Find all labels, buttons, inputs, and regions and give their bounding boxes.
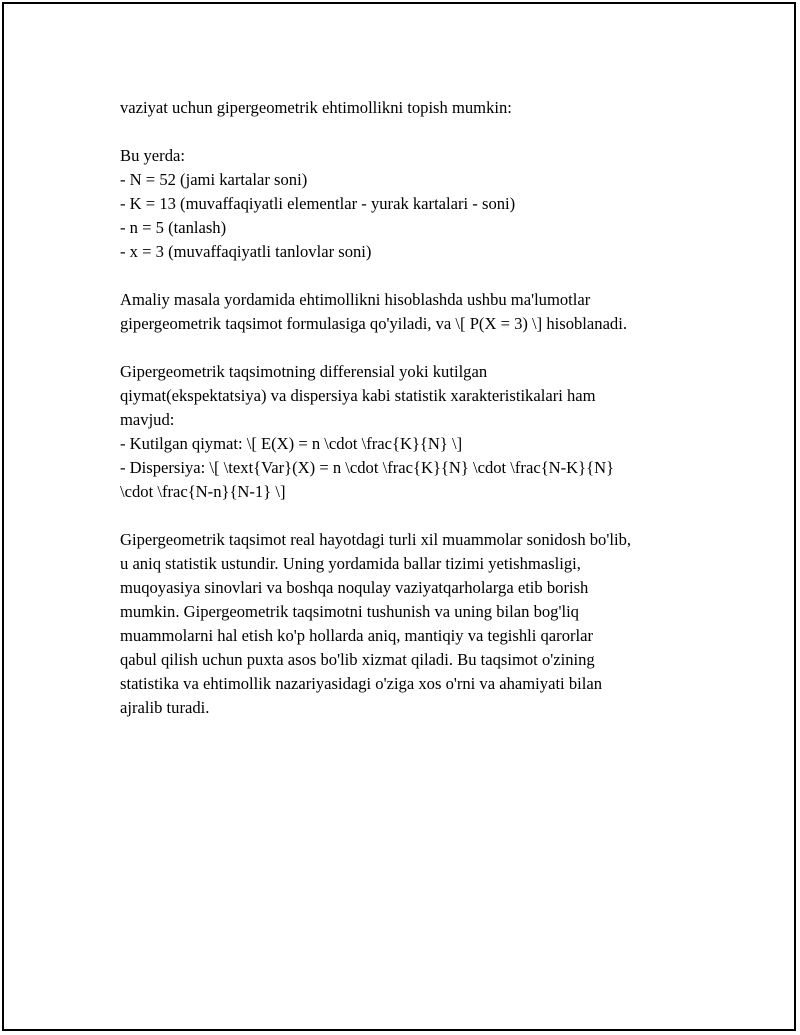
paragraph-3-line: Gipergeometrik taqsimotning differensial yoki kutilgan xyxy=(120,362,488,381)
definition-item: - n = 5 (tanlash) xyxy=(120,218,227,237)
document-body xyxy=(120,96,700,720)
variance-formula: - Dispersiya: \[ \text{Var}(X) = n \cdot \frac{K}{N} \cdot \frac{N-K}{N} xyxy=(120,458,615,477)
paragraph-4-line: u aniq statistik ustundir. Uning yordamida ballar tizimi yetishmasligi, xyxy=(120,554,581,573)
paragraph-4-line: qabul qilish uchun puxta asos bo'lib xizmat qiladi. Bu taqsimot o'zining xyxy=(120,650,595,669)
spacer xyxy=(120,504,700,528)
paragraph-4-line: ajralib turadi. xyxy=(120,698,210,717)
spacer xyxy=(120,264,700,288)
definition-item: - N = 52 (jami kartalar soni) xyxy=(120,170,308,189)
paragraph-4-line: Gipergeometrik taqsimot real hayotdagi turli xil muammolar sonidosh bo'lib, xyxy=(120,530,632,549)
paragraph-3-line: qiymat(ekspektatsiya) va dispersiya kabi statistik xarakteristikalari ham xyxy=(120,386,596,405)
expected-value-formula: - Kutilgan qiymat: \[ E(X) = n \cdot \frac{K}{N} \] xyxy=(120,434,463,453)
spacer xyxy=(120,336,700,360)
paragraph-2-line: gipergeometrik taqsimot formulasiga qo'yiladi, va \[ P(X = 3) \] hisoblanadi. xyxy=(120,314,627,333)
definition-item: - x = 3 (muvaffaqiyatli tanlovlar soni) xyxy=(120,242,372,261)
where-heading: Bu yerda: xyxy=(120,146,185,165)
paragraph-4-line: muqoyasiya sinovlari va boshqa noqulay vaziyatqarholarga etib borish xyxy=(120,578,589,597)
document-page xyxy=(2,2,796,1031)
paragraph-3-line: mavjud: xyxy=(120,410,175,429)
paragraph-4-line: statistika va ehtimollik nazariyasidagi o'ziga xos o'rni va ahamiyati bilan xyxy=(120,674,602,693)
spacer xyxy=(120,120,700,144)
paragraph-2-line: Amaliy masala yordamida ehtimollikni hisoblashda ushbu ma'lumotlar xyxy=(120,290,591,309)
variance-formula-continued: \cdot \frac{N-n}{N-1} \] xyxy=(120,482,286,501)
paragraph-4-line: mumkin. Gipergeometrik taqsimotni tushunish va uning bilan bog'liq xyxy=(120,602,579,621)
paragraph-4-line: muammolarni hal etish ko'p hollarda aniq, mantiqiy va tegishli qarorlar xyxy=(120,626,594,645)
intro-line: vaziyat uchun gipergeometrik ehtimollikni topish mumkin: xyxy=(120,98,512,117)
definition-item: - K = 13 (muvaffaqiyatli elementlar - yurak kartalari - soni) xyxy=(120,194,516,213)
